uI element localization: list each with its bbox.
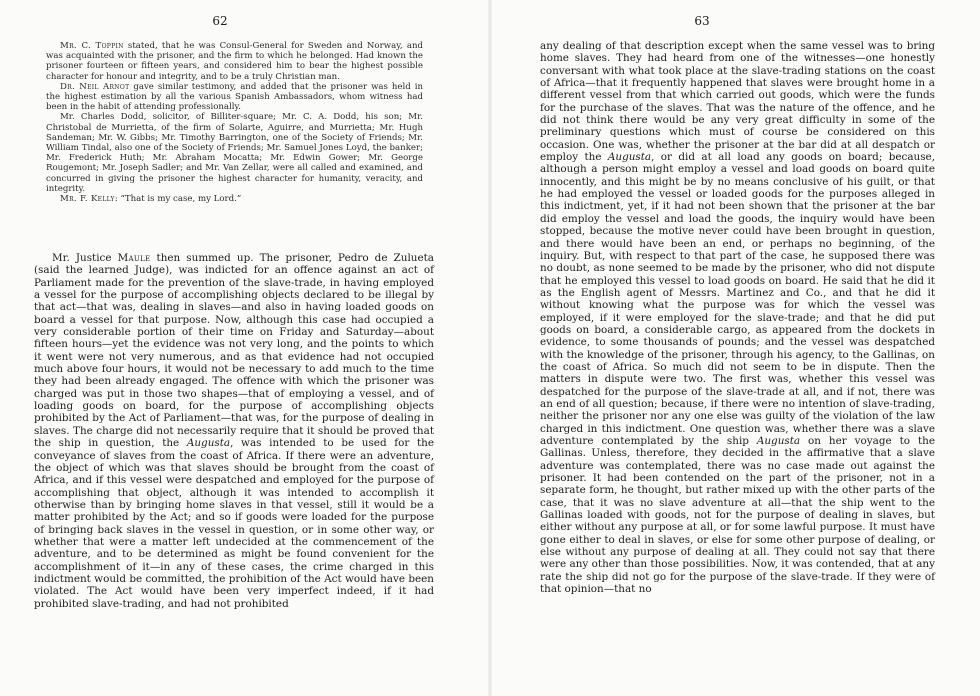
judge-title: Mr. Justice — [52, 252, 118, 264]
page-number-right: 63 — [694, 14, 710, 28]
summing-up-paragraph — [34, 252, 434, 610]
testimony-text: gave similar testimony, and added that the prisoner was held in the highest estimation by all the various Spanish Ambassadors, whom witness had been in the habit of attending professionally. — [46, 81, 423, 113]
testimony-paragraph — [46, 112, 423, 194]
testimony-block — [46, 41, 423, 204]
witness-name: Dr. Neil Arnot — [60, 81, 130, 92]
continued-paragraph — [540, 40, 935, 595]
judge-name: Maule — [117, 252, 151, 264]
page-number-left: 62 — [212, 14, 228, 28]
summing-up-continued — [540, 40, 935, 595]
testimony-text: : “That is my case, my Lord.” — [114, 194, 242, 205]
body-text: then summed up. The prisoner, Pedro de Zulueta (said the learned Judge), was indicted for an offence against an act of Parliament made for the prevention of the slave-trade, in having employed a vessel for the purpose of accomplishing objects declared to be illegal by that act—that was, dealing in slaves—and also in having loaded goods on board a vessel for that purpose. Now, although this case had occupied a very considerable portion of their time on Friday and Saturday—about fifteen hours—yet the evidence was not very long, and the points to which it went were not very numerous, and as that evidence had not occupied much above four hours, it would not be necessary to add much to the time they had been already engaged. The offence with which the prisoner was charged was put in those two shapes—that of employing a vessel, and of loading goods on board, for the purpose of accomplishing objects prohibited by the Act of Parliament—that was, for the purpose of dealing in slaves. The charge did not necessarily require that it should be proved that the ship in question, the — [34, 252, 434, 450]
body-text: , was intended to be used for the conveyance of slaves from the coast of Africa. If there were an adventure, the object of which was that slaves should be brought from the coast of Africa, and if this vessel were despatched and employed for the purpose of accomplishing that object, although it was intended to accomplish it otherwise than by bringing home slaves in that vessel, still it would be a matter prohibited by the Act; and so if goods were loaded for the purpose of bringing back slaves in the vessel in question, or in some other way, or whether that were a matter left undecided at the commencement of the adventure, and to be determined as might be found convenient for the accomplishment of it—in any of these cases, the crime charged in this indictment would be committed, the prohibition of the Act would have been violated. The Act would have been very imperfect indeed, if it had prohibited slave-trading, and had not prohibited — [34, 437, 434, 610]
testimony-text: stated, that he was Consul-General for Sweden and Norway, and was acquainted with the prisoner, and the firm to which he belonged. Had known the prisoner fourteen or fifteen years, and considered him to bear the highest possible character for honour and integrity, and to be a truly Christian man. — [46, 41, 423, 82]
body-text: any dealing of that description except when the same vessel was to bring home slaves. They had heard from one of the witnesses—one honestly conversant with what took place at the slave-trading stations on the coast of Africa—that it frequently happened that slaves were brought home in a different vessel from that which carried out goods, which were the funds for the purchase of the slaves. That was the nature of the offence, and he did not think there would be any very great difficulty in some of the preliminary questions which must of course be considered on this occasion. One was, whether the prisoner at the bar did at all despatch or employ the — [540, 40, 935, 164]
ship-name: Augusta — [607, 151, 652, 164]
right-page — [490, 0, 980, 696]
testimony-paragraph — [46, 194, 423, 204]
summing-up-block — [34, 252, 434, 610]
testimony-text: Mr. Charles Dodd, solicitor, of Billiter-square; Mr. C. A. Dodd, his son; Mr. Christobal de Murrietta, of the firm of Solarte, Aguirre, and Murrietta; Mr. Hugh Sandeman; Mr. W. Gibbs; Mr. Timothy Barrington, one of the Society of Friends; Mr. William Tindal, also one of the Society of Friends; Mr. Samuel Jones Loyd, the banker; Mr. Frederick Huth; Mr. Abraham Mocatta; Mr. Edwin Gower; Mr. George Rougemont; Mr. Joseph Sadler; and Mr. Van Zellar, were all called and examined, and concurred in giving the prisoner the highest character for humanity, veracity, and integrity. — [46, 112, 423, 194]
testimony-paragraph — [46, 82, 423, 113]
witness-name: Mr. C. Toppin — [60, 41, 124, 51]
ship-name: Augusta — [186, 437, 231, 450]
body-text: on her voyage to the Gallinas. Unless, therefore, they decided in the affirmative that a slave adventure was contemplated, there was no case made out against the prisoner. It had been contended on the part of the prisoner, not in a separate form, he thought, but rather mixed up with the other parts of the case, that it was no slave adventure at all—that the ship went to the Gallinas loaded with goods, not for the purpose of dealing in slaves, but either without any purpose at all, or for some lawful purpose. It must have gone either to deal in slaves, or else for some other purpose of dealing, or else without any purpose of dealing at all. They could not say that there were any other than those possibilities. Now, it was contended, that at any rate the ship did not go for the purpose of the slave-trade. If they were of that opinion—that no — [540, 435, 935, 596]
witness-name: Mr. F. Kelly — [60, 194, 115, 205]
testimony-paragraph — [46, 41, 423, 82]
ship-name: Augusta — [756, 435, 801, 447]
body-text: , or did at all load any goods on board; because, although a person might employ a vessel and load goods on board quite innocently, and this might be by no means conclusive of his guilt, or that he had employed the vessel or loaded goods for the purposes alleged in this indictment, yet, if it had not been shown that the prisoner at the bar did employ the vessel and load the goods, the inquiry would have been stopped, because the motive never could have been brought in question, and there would have been an end, or perhaps no beginning, of the inquiry. But, with respect to that part of the case, he supposed there was no doubt, as none seemed to be made by the prisoner, who did not dispute that he employed this vessel to load goods on board. He said that he did it as the English agent of Messrs. Martinez and Co., and that he did it without knowing what the purpose was for which the vessel was employed, if it were employed for the slave-trade; and that he did put goods on board, a considerable cargo, as appeared from the dockets in evidence, to some thousands of pounds; and the vessel was despatched with the knowledge of the prisoner, through his agency, to the Gallinas, on the coast of Africa. So much did not seem to be in dispute. Then the matters in dispute were two. The first was, whether this vessel was despatched for the purpose of the slave-trade at all, and if not, there was an end of all question; because, if there were no intention of slave-trading, neither the prisoner nor any one else was guilty of the violation of the law charged in this indictment. One question was, whether there was a slave adventure contemplated by the ship — [540, 151, 935, 447]
